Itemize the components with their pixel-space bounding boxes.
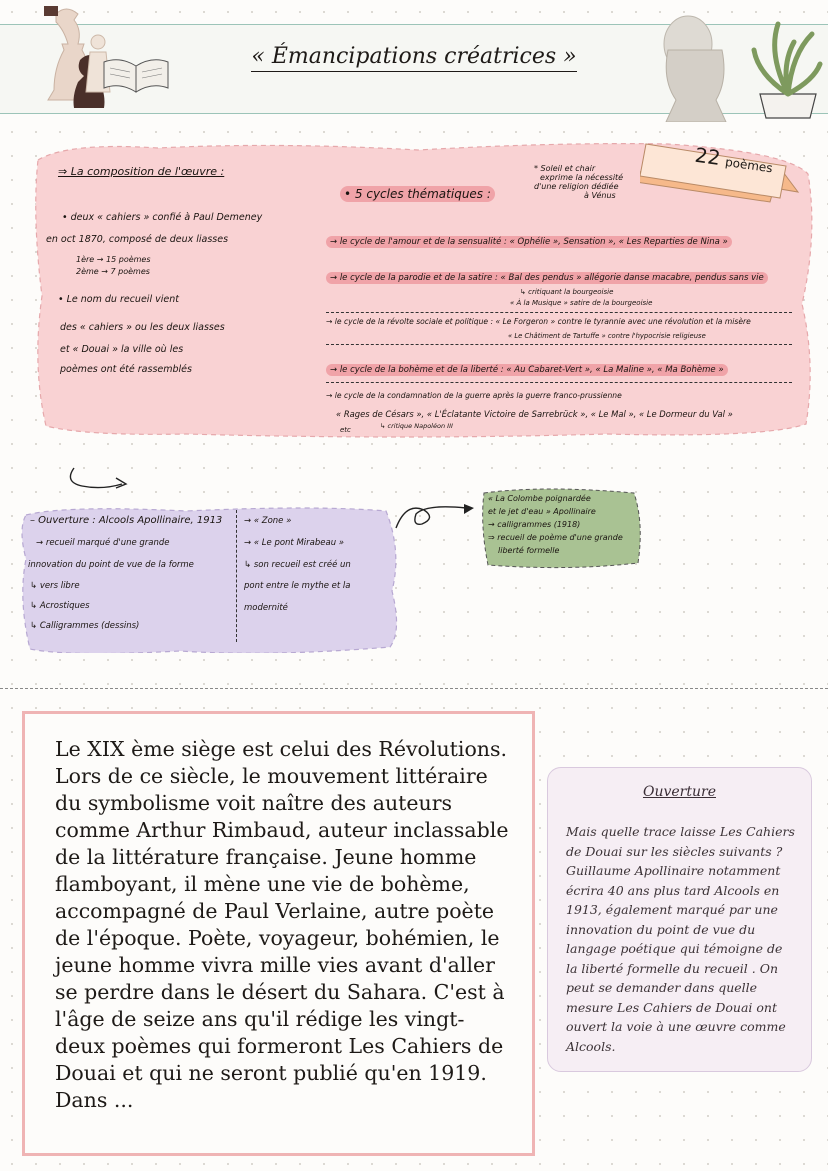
intro-line: l'âge de seize ans qu'il rédige les vingt- xyxy=(55,1007,465,1031)
composition-heading: ⇒ La composition de l'œuvre : xyxy=(58,165,225,178)
ouverture-note-line: innovation du point de vue de la forme xyxy=(28,560,194,570)
intro-line: deux poèmes qui formeront Les Cahiers de xyxy=(55,1034,504,1058)
intro-line: Douai et qui ne seront publié qu'en 1919. xyxy=(55,1061,487,1085)
intro-line: flamboyant, il mène une vie de bohème, xyxy=(55,872,470,896)
cycle-line-revolte: → le cycle de la révolte sociale et politique : « Le Forgeron » contre le tyrannie avec une révolution et la misère xyxy=(326,317,751,326)
green-note-line: liberté formelle xyxy=(498,546,560,555)
composition-line: des « cahiers » ou les deux liasses xyxy=(60,322,225,333)
cycle-etc: etc xyxy=(340,426,351,434)
page-title: « Émancipations créatrices » xyxy=(0,44,828,69)
ouverture-card-title: Ouverture xyxy=(642,784,716,800)
section-divider xyxy=(0,688,828,689)
ouverture-note-right: → « Le pont Mirabeau » xyxy=(244,538,345,548)
curved-arrow-icon xyxy=(62,460,152,500)
ouverture-card-line: Alcools. xyxy=(566,1038,616,1054)
intro-line: Le XIX ème siège est celui des Révolutions. xyxy=(55,737,508,761)
cycle-divider xyxy=(326,312,792,313)
ouverture-note-heading: – Ouverture : Alcools Apollinaire, 1913 xyxy=(30,515,223,526)
ouverture-card-line: écrira 40 ans plus tard Alcools en xyxy=(566,882,780,898)
composition-line: 2ème → 7 poèmes xyxy=(76,267,150,276)
ouverture-card-line: la liberté formelle du recueil . On xyxy=(566,960,778,976)
ouverture-card-line: Guillaume Apollinaire notamment xyxy=(566,863,781,878)
cycle-divider xyxy=(326,382,792,383)
cycles-heading: • 5 cycles thématiques : xyxy=(340,188,495,200)
ouverture-card-line: langage poétique qui témoigne de xyxy=(566,941,783,956)
ouverture-card-line: de Douai sur les siècles suivants ? xyxy=(566,843,783,859)
ouverture-card-line: 1913, également marqué par une xyxy=(566,902,778,917)
intro-line: accompagné de Paul Verlaine, autre poète xyxy=(55,899,495,923)
ouverture-note-line: ↳ Calligrammes (dessins) xyxy=(30,621,140,631)
cycle-line-boheme: → le cycle de la bohème et de la liberté : « Au Cabaret-Vert », « La Maline », « Ma Bohème » xyxy=(326,364,728,376)
soleil-note: * Soleil et chair exprime la nécessité d'une religion dédiée à Vénus xyxy=(534,164,624,200)
ouverture-note-line: ↳ vers libre xyxy=(30,581,80,591)
cycle-subline: « Le Châtiment de Tartuffe » contre l'hypocrisie religieuse xyxy=(508,332,706,340)
ouverture-note-divider xyxy=(236,510,237,642)
composition-line: • Le nom du recueil vient xyxy=(58,294,179,305)
composition-line: en oct 1870, composé de deux liasses xyxy=(46,234,229,245)
loop-arrow-icon xyxy=(392,500,482,536)
intro-line: Lors de ce siècle, le mouvement littéraire xyxy=(55,764,488,788)
cycle-subline: ↳ critique Napoléon III xyxy=(380,422,453,430)
intro-text-box xyxy=(22,711,535,1156)
ouverture-card-line: innovation du point de vue du xyxy=(566,921,756,937)
composition-line: et « Douai » la ville où les xyxy=(60,344,184,355)
ouverture-note-right: modernité xyxy=(244,603,288,613)
ouverture-card-text xyxy=(566,822,804,1056)
green-note-line: → calligrammes (1918) xyxy=(488,520,581,529)
ouverture-card-line: mesure Les Cahiers de Douai ont xyxy=(566,999,777,1015)
intro-line: Dans ... xyxy=(55,1088,134,1112)
ouverture-note-line: ↳ Acrostiques xyxy=(30,601,90,611)
intro-paragraph xyxy=(55,736,525,1114)
intro-line: du symbolisme voit naître des auteurs xyxy=(55,791,453,815)
composition-line: poèmes ont été rassemblés xyxy=(60,364,192,375)
green-note-line: et le jet d'eau » Apollinaire xyxy=(488,507,596,516)
ouverture-note-right: pont entre le mythe et la xyxy=(244,581,351,591)
intro-line: jeune homme vivra mille vies avant d'aller xyxy=(55,953,495,977)
cycle-line-guerre-poems: « Rages de Césars », « L'Éclatante Victoire de Sarrebrück », « Le Mal », « Le Dormeur du Val » xyxy=(336,409,733,419)
intro-line: de la littérature française. Jeune homme xyxy=(55,845,477,869)
ouverture-card-line: Mais quelle trace laisse Les Cahiers xyxy=(566,824,795,839)
composition-line: 1ère → 15 poèmes xyxy=(76,255,151,264)
green-note-line: « La Colombe poignardée xyxy=(488,494,591,503)
intro-line: de l'époque. Poète, voyageur, bohémien, le xyxy=(55,926,500,950)
intro-line: comme Arthur Rimbaud, auteur inclassable xyxy=(55,818,509,842)
ouverture-note-right: ↳ son recueil est créé un xyxy=(244,560,351,570)
green-note-line: ⇒ recueil de poème d'une grande xyxy=(488,533,623,542)
ouverture-card-line: peut se demander dans quelle xyxy=(566,980,758,995)
cycle-divider xyxy=(326,344,792,345)
ouverture-note-right: → « Zone » xyxy=(244,516,292,526)
intro-line: se perdre dans le désert du Sahara. C'est à xyxy=(55,980,505,1004)
cycle-line-amour: → le cycle de l'amour et de la sensualité : « Ophélie », Sensation », « Les Reparties de Nina » xyxy=(326,236,732,248)
cycle-subline: « À la Musique » satire de la bourgeoisie xyxy=(510,299,653,307)
cycle-line-parodie: → le cycle de la parodie et de la satire : « Bal des pendus » allégorie danse macabre, pendus sans vie xyxy=(326,272,768,284)
cycle-line-guerre: → le cycle de la condamnation de la guerre après la guerre franco-prussienne xyxy=(326,391,622,400)
poem-count-label: 22 poèmes xyxy=(693,142,774,176)
ouverture-card-line: ouvert la voie à une œuvre comme xyxy=(566,1019,786,1034)
composition-line: • deux « cahiers » confié à Paul Demeney xyxy=(62,212,263,223)
cycle-subline: ↳ critiquant la bourgeoisie xyxy=(520,288,614,296)
ouverture-card xyxy=(547,767,812,1072)
ouverture-note-line: → recueil marqué d'une grande xyxy=(36,538,170,548)
